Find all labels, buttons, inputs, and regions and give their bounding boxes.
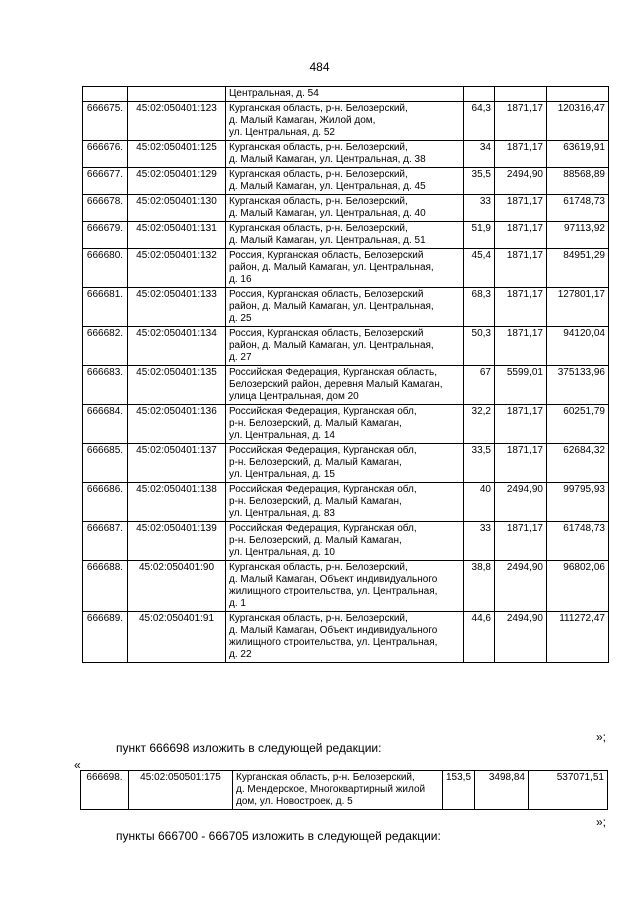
- address-line: жилищного строительства, ул. Центральная,: [229, 637, 438, 648]
- address-line: ул. Центральная, д. 10: [229, 547, 335, 558]
- cell-cadastral: 45:02:050401:135: [128, 366, 226, 405]
- address-line: Россия, Курганская область, Белозерский: [229, 328, 424, 339]
- address-line: р-н. Белозерский, д. Малый Камаган,: [229, 496, 402, 507]
- cell-num: 666680.: [83, 249, 128, 288]
- close-quote: »;: [596, 730, 607, 744]
- table-row: [83, 444, 609, 483]
- cell-num: 666677.: [83, 168, 128, 195]
- table-row: [83, 366, 609, 405]
- address-line: Курганская область, р-н. Белозерский,: [229, 223, 408, 234]
- table-row: [83, 522, 609, 561]
- address-line: д. 1: [229, 598, 246, 609]
- cell-rate: 1871,17: [495, 249, 547, 288]
- cell-area: 45,4: [464, 249, 495, 288]
- cell-address: [226, 327, 464, 366]
- cell-rate: 1871,17: [495, 444, 547, 483]
- cell-rate: 2494,90: [495, 483, 547, 522]
- table-row: [83, 561, 609, 612]
- address-line: Российская Федерация, Курганская обл,: [229, 523, 417, 534]
- cell-rate: 1871,17: [495, 102, 547, 141]
- cell-address: [233, 771, 443, 810]
- cell-address: Центральная, д. 54: [226, 87, 464, 102]
- cell-rate: 1871,17: [495, 405, 547, 444]
- main-table: [82, 86, 609, 663]
- address-line: Курганская область, р-н. Белозерский,: [236, 772, 415, 783]
- cell-value: 537071,51: [529, 771, 608, 810]
- cell-rate: 1871,17: [495, 522, 547, 561]
- cell-address: [226, 102, 464, 141]
- table-row: [83, 222, 609, 249]
- address-line: р-н. Белозерский, д. Малый Камаган,: [229, 418, 402, 429]
- address-line: д. Малый Камаган, Объект индивидуального: [229, 574, 438, 585]
- open-quote: «: [74, 758, 81, 772]
- cell-area: 153,5: [443, 771, 475, 810]
- address-line: жилищного строительства, ул. Центральная,: [229, 586, 438, 597]
- table-row-continued: [83, 87, 609, 102]
- table-row: [83, 168, 609, 195]
- cell-rate: [495, 87, 547, 102]
- address-line: р-н. Белозерский, д. Малый Камаган,: [229, 535, 402, 546]
- cell-rate: 1871,17: [495, 141, 547, 168]
- cell-address: [226, 195, 464, 222]
- address-line: Российская Федерация, Курганская обл,: [229, 484, 417, 495]
- address-line: дом, ул. Новостроек, д. 5: [236, 796, 353, 807]
- cell-cadastral: 45:02:050401:137: [128, 444, 226, 483]
- cell-num: 666676.: [83, 141, 128, 168]
- page-number: 484: [309, 60, 330, 74]
- address-line: д. 25: [229, 313, 252, 324]
- cell-cadastral: 45:02:050401:133: [128, 288, 226, 327]
- cell-cadastral: 45:02:050401:131: [128, 222, 226, 249]
- close-quote-2: »;: [596, 815, 607, 829]
- cell-num: 666698.: [81, 771, 129, 810]
- cell-rate: 2494,90: [495, 612, 547, 663]
- address-line: ул. Центральная, д. 83: [229, 508, 335, 519]
- cell-area: 67: [464, 366, 495, 405]
- table-row: [81, 771, 608, 810]
- table-row: [83, 288, 609, 327]
- cell-num: 666688.: [83, 561, 128, 612]
- cell-address: [226, 141, 464, 168]
- cell-value: 97113,92: [547, 222, 609, 249]
- address-line: д. 16: [229, 274, 252, 285]
- address-line: Курганская область, р-н. Белозерский,: [229, 103, 408, 114]
- address-line: Россия, Курганская область, Белозерский: [229, 289, 424, 300]
- address-line: Россия, Курганская область, Белозерский: [229, 250, 424, 261]
- cell-address: [226, 444, 464, 483]
- cell-value: 375133,96: [547, 366, 609, 405]
- address-line: район, д. Малый Камаган, ул. Центральная,: [229, 301, 434, 312]
- cell-value: 84951,29: [547, 249, 609, 288]
- cell-cadastral: 45:02:050401:132: [128, 249, 226, 288]
- cell-num: 666685.: [83, 444, 128, 483]
- table-row: [83, 249, 609, 288]
- cell-value: 88568,89: [547, 168, 609, 195]
- cell-num: 666686.: [83, 483, 128, 522]
- cell-value: [547, 87, 609, 102]
- cell-rate: 5599,01: [495, 366, 547, 405]
- cell-num: 666683.: [83, 366, 128, 405]
- cell-value: 62684,32: [547, 444, 609, 483]
- cell-cadastral: 45:02:050401:130: [128, 195, 226, 222]
- table-row: [83, 405, 609, 444]
- cell-address: [226, 483, 464, 522]
- cell-cadastral: [128, 87, 226, 102]
- cell-value: 127801,17: [547, 288, 609, 327]
- cell-rate: 1871,17: [495, 288, 547, 327]
- address-line: р-н. Белозерский, д. Малый Камаган,: [229, 457, 402, 468]
- cell-area: 34: [464, 141, 495, 168]
- cell-area: 44,6: [464, 612, 495, 663]
- cell-rate: 2494,90: [495, 168, 547, 195]
- cell-area: 50,3: [464, 327, 495, 366]
- cell-cadastral: 45:02:050401:129: [128, 168, 226, 195]
- address-line: д. 27: [229, 352, 252, 363]
- cell-cadastral: 45:02:050501:175: [129, 771, 233, 810]
- amendment-paragraph-2: пункты 666700 - 666705 изложить в следующей редакции:: [116, 829, 441, 843]
- cell-area: 38,8: [464, 561, 495, 612]
- cell-num: 666675.: [83, 102, 128, 141]
- amendment-paragraph-1: пункт 666698 изложить в следующей редакции:: [116, 741, 382, 755]
- cell-cadastral: 45:02:050401:125: [128, 141, 226, 168]
- address-line: район, д. Малый Камаган, ул. Центральная,: [229, 262, 434, 273]
- cell-area: 64,3: [464, 102, 495, 141]
- address-line: ул. Центральная, д. 52: [229, 127, 335, 138]
- table-row: [83, 195, 609, 222]
- cell-cadastral: 45:02:050401:123: [128, 102, 226, 141]
- cell-cadastral: 45:02:050401:139: [128, 522, 226, 561]
- table-row: [83, 612, 609, 663]
- cell-num: 666678.: [83, 195, 128, 222]
- cell-value: 61748,73: [547, 195, 609, 222]
- cell-area: 33,5: [464, 444, 495, 483]
- address-line: Курганская область, р-н. Белозерский,: [229, 613, 408, 624]
- cell-value: 111272,47: [547, 612, 609, 663]
- address-line: Российская Федерация, Курганская обл,: [229, 406, 417, 417]
- table-row: [83, 141, 609, 168]
- cell-num: 666687.: [83, 522, 128, 561]
- cell-area: 32,2: [464, 405, 495, 444]
- address-line: улица Центральная, дом 20: [229, 391, 359, 402]
- cell-rate: 1871,17: [495, 327, 547, 366]
- address-line: Курганская область, р-н. Белозерский,: [229, 562, 408, 573]
- address-line: Российская Федерация, Курганская обл,: [229, 445, 417, 456]
- table-row: [83, 327, 609, 366]
- cell-area: 51,9: [464, 222, 495, 249]
- address-line: д. Малый Камаган, ул. Центральная, д. 38: [229, 154, 426, 165]
- cell-area: [464, 87, 495, 102]
- cell-address: [226, 288, 464, 327]
- cell-cadastral: 45:02:050401:136: [128, 405, 226, 444]
- cell-cadastral: 45:02:050401:91: [128, 612, 226, 663]
- cell-cadastral: 45:02:050401:90: [128, 561, 226, 612]
- cell-rate: 1871,17: [495, 222, 547, 249]
- cell-address: [226, 366, 464, 405]
- address-line: д. Мендерское, Многоквартирный жилой: [236, 784, 426, 795]
- cell-num: 666689.: [83, 612, 128, 663]
- cell-address: [226, 405, 464, 444]
- address-line: д. Малый Камаган, Объект индивидуального: [229, 625, 438, 636]
- cell-num: 666681.: [83, 288, 128, 327]
- cell-value: 99795,93: [547, 483, 609, 522]
- cell-value: 60251,79: [547, 405, 609, 444]
- address-line: Курганская область, р-н. Белозерский,: [229, 196, 408, 207]
- cell-address: [226, 249, 464, 288]
- cell-cadastral: 45:02:050401:138: [128, 483, 226, 522]
- address-line: Российская Федерация, Курганская область,: [229, 367, 438, 378]
- cell-num: 666679.: [83, 222, 128, 249]
- address-line: Белозерский район, деревня Малый Камаган,: [229, 379, 443, 390]
- cell-value: 61748,73: [547, 522, 609, 561]
- address-line: ул. Центральная, д. 14: [229, 430, 335, 441]
- address-line: д. 22: [229, 649, 252, 660]
- cell-value: 63619,91: [547, 141, 609, 168]
- cell-num: [83, 87, 128, 102]
- cell-address: [226, 561, 464, 612]
- cell-area: 68,3: [464, 288, 495, 327]
- address-line: д. Малый Камаган, ул. Центральная, д. 51: [229, 235, 426, 246]
- cell-area: 35,5: [464, 168, 495, 195]
- cell-address: [226, 612, 464, 663]
- cell-rate: 2494,90: [495, 561, 547, 612]
- cell-value: 120316,47: [547, 102, 609, 141]
- cell-area: 40: [464, 483, 495, 522]
- cell-address: [226, 522, 464, 561]
- address-line: д. Малый Камаган, ул. Центральная, д. 40: [229, 208, 426, 219]
- cell-num: 666684.: [83, 405, 128, 444]
- address-line: ул. Центральная, д. 15: [229, 469, 335, 480]
- cell-area: 33: [464, 522, 495, 561]
- table-row: [83, 102, 609, 141]
- cell-value: 96802,06: [547, 561, 609, 612]
- amended-table: [80, 770, 608, 810]
- cell-area: 33: [464, 195, 495, 222]
- address-line: район, д. Малый Камаган, ул. Центральная,: [229, 340, 434, 351]
- address-line: Курганская область, р-н. Белозерский,: [229, 142, 408, 153]
- cell-address: [226, 168, 464, 195]
- cell-num: 666682.: [83, 327, 128, 366]
- cell-rate: 1871,17: [495, 195, 547, 222]
- cell-rate: 3498,84: [475, 771, 529, 810]
- address-line: Курганская область, р-н. Белозерский,: [229, 169, 408, 180]
- address-line: д. Малый Камаган, Жилой дом,: [229, 115, 376, 126]
- cell-value: 94120,04: [547, 327, 609, 366]
- table-row: [83, 483, 609, 522]
- address-line: д. Малый Камаган, ул. Центральная, д. 45: [229, 181, 426, 192]
- cell-address: [226, 222, 464, 249]
- cell-cadastral: 45:02:050401:134: [128, 327, 226, 366]
